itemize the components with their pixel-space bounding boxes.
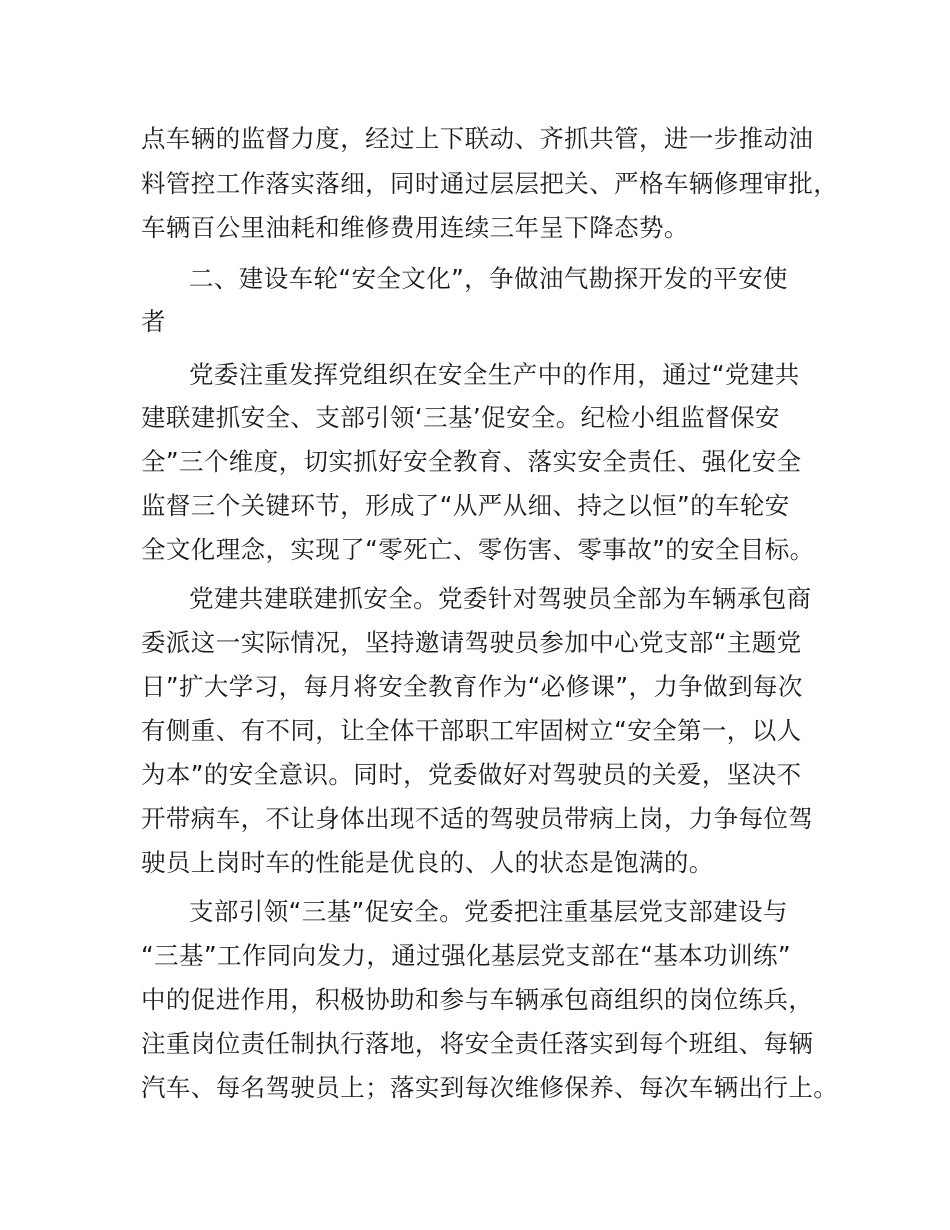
text-line: 党建共建联建抓安全。党委针对驾驶员全部为车辆承包商 [189, 584, 812, 613]
text-line: 支部引领“三基”促安全。党委把注重基层党支部建设与 [189, 897, 788, 926]
text-line: 点车辆的监督力度，经过上下联动、齐抓共管，进一步推动油 [141, 124, 814, 153]
text-line: 党委注重发挥党组织在安全生产中的作用，通过“党建共 [189, 360, 800, 389]
text-line: 为本”的安全意识。同时，党委做好对驾驶员的关爱，坚决不 [141, 760, 802, 789]
text-line: 车辆百公里油耗和维修费用连续三年呈下降态势。 [141, 213, 689, 242]
text-line: 料管控工作落实落细，同时通过层层把关、严格车辆修理审批， [141, 169, 839, 198]
text-line: 监督三个关键环节，形成了“从严从细、持之以恒”的车轮安 [141, 491, 790, 520]
text-line: “三基”工作同向发力，通过强化基层党支部在“基本功训练” [141, 941, 791, 970]
text-line: 委派这一实际情况，坚持邀请驾驶员参加中心党支部“主题党 [141, 628, 802, 657]
text-line: 全”三个维度，切实抓好安全教育、落实安全责任、强化安全 [141, 447, 802, 476]
text-line: 者 [141, 307, 166, 336]
text-line: 汽车、每名驾驶员上；落实到每次维修保养、每次车辆出行上。 [141, 1073, 839, 1102]
text-line: 注重岗位责任制执行落地，将安全责任落实到每个班组、每辆 [141, 1029, 814, 1058]
text-line: 日”扩大学习，每月将安全教育作为“必修课”，力争做到每次 [141, 672, 803, 701]
text-line: 中的促进作用，积极协助和参与车辆承包商组织的岗位练兵， [141, 985, 814, 1014]
text-line: 开带病车，不让身体出现不适的驾驶员带病上岗，力争每位驾 [141, 804, 814, 833]
text-line: 建联建抓安全、支部引领‘三基’促安全。纪检小组监督保安 [141, 403, 780, 432]
text-line: 有侧重、有不同，让全体干部职工牢固树立“安全第一，以人 [141, 716, 802, 745]
text-line: 全文化理念，实现了“零死亡、零伤害、零事故”的安全目标。 [141, 535, 815, 564]
text-line: 驶员上岗时车的性能是优良的、人的状态是饱满的。 [141, 848, 714, 877]
text-line: 二、建设车轮“安全文化”，争做油气勘探开发的平安使 [189, 264, 788, 293]
